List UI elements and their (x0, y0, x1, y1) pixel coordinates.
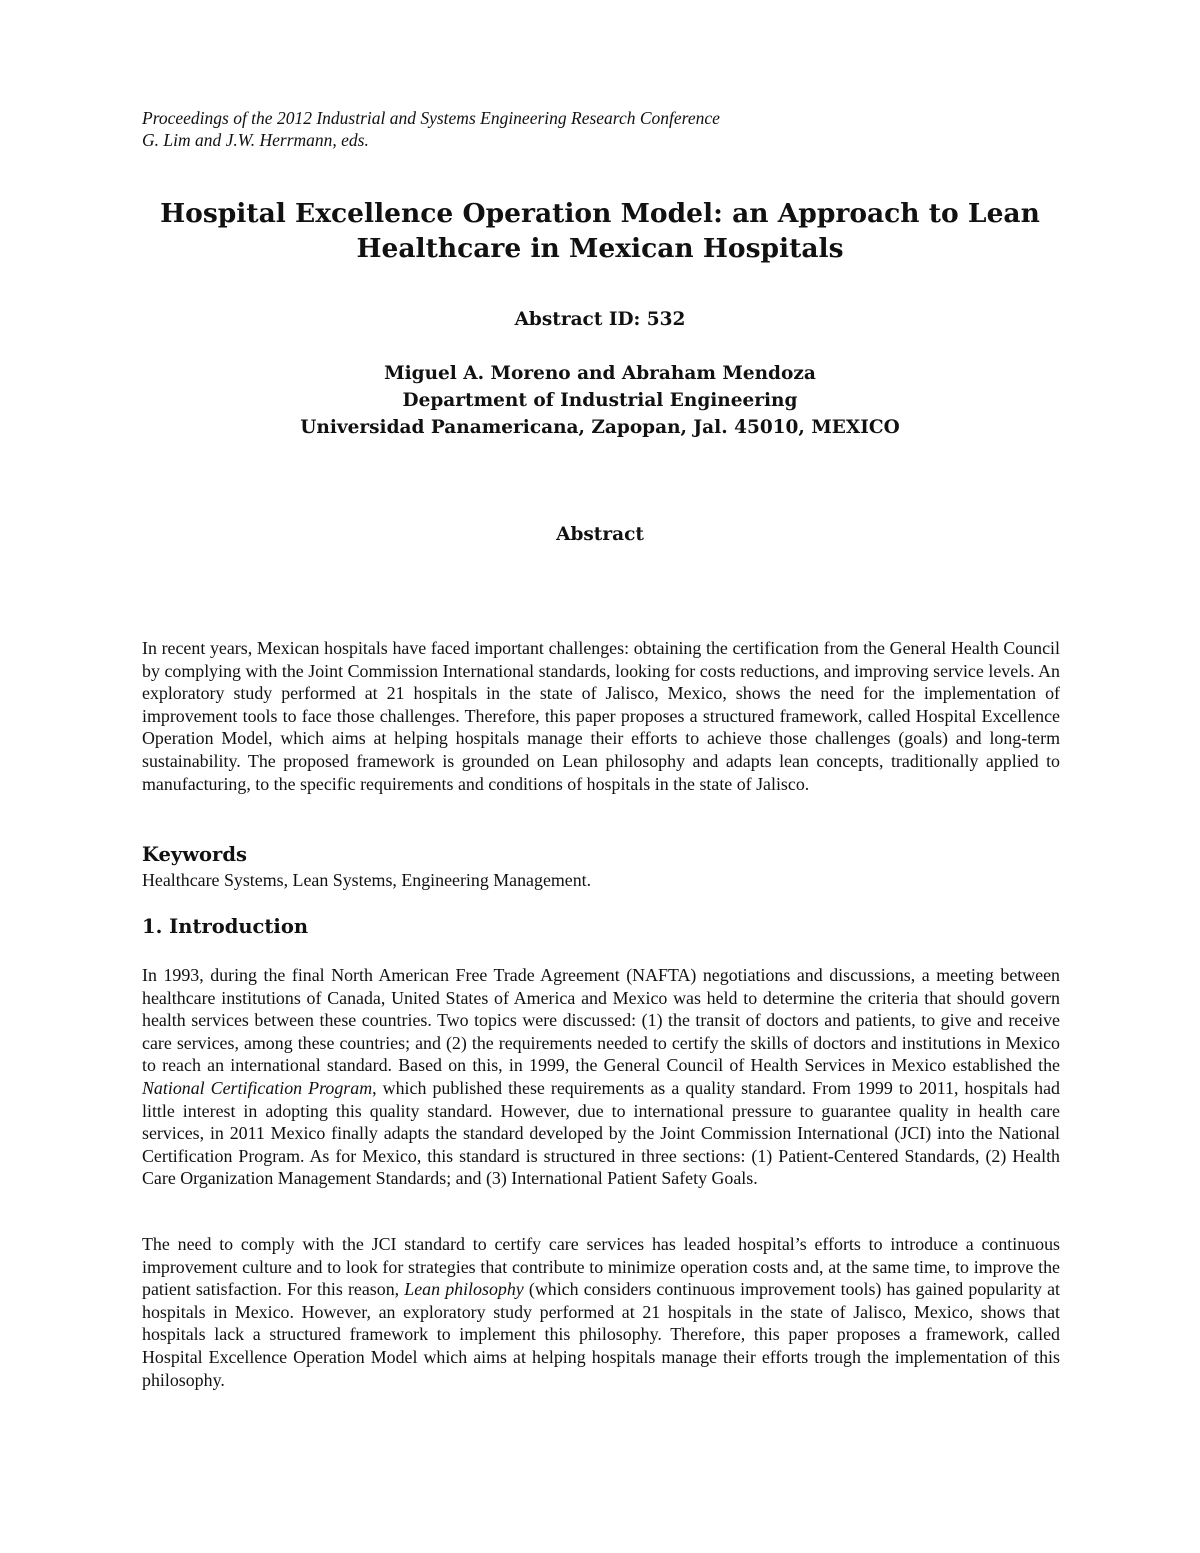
introduction-paragraph-1-text-a: In 1993, during the final North American Free Trade Agreement (NAFTA) negotiations and discussions, a meeting between healthcare institutions of Canada, United States of America and Mexico was held to determine the criteria that should govern health services between these countries. Two topics were discussed: (1) the transit of doctors and patients, to give and receive care services, among these countries; and (2) the requirements needed to certify the skills of doctors and institutions in Mexico to reach an international standard. Based on this, in 1999, the General Council of Health Services in Mexico established the (142, 965, 1060, 1076)
author-block (100, 360, 1100, 441)
author-institution: Universidad Panamericana, Zapopan, Jal. 45010, MEXICO (300, 417, 900, 438)
proceedings-header (142, 107, 1042, 151)
abstract-text: In recent years, Mexican hospitals have faced important challenges: obtaining the certification from the General Health Council by complying with the Joint Commission International standards, looking for costs reductions, and improving service levels. An exploratory study performed at 21 hospitals in the state of Jalisco, Mexico, shows the need for the implementation of improvement tools to face those challenges. Therefore, this paper proposes a structured framework, called Hospital Excellence Operation Model, which aims at helping hospitals manage their efforts to achieve those challenges (goals) and long-term sustainability. The proposed framework is grounded on Lean philosophy and adapts lean concepts, traditionally applied to manufacturing, to the specific requirements and conditions of hospitals in the state of Jalisco. (142, 638, 1060, 794)
editors-line: G. Lim and J.W. Herrmann, eds. (142, 130, 369, 150)
introduction-paragraph-2-text-b: (which considers continuous improvement tools) has gained popularity at hospitals in Mexico. However, an exploratory study performed at 21 hospitals in the state of Jalisco, Mexico, shows that hospitals lack a structured framework to implement this philosophy. Therefore, this paper proposes a framework, called Hospital Excellence Operation Model which aims at helping hospitals manage their efforts trough the implementation of this philosophy. (142, 1279, 1060, 1390)
author-department: Department of Industrial Engineering (402, 390, 798, 411)
introduction-paragraph-1-text-b: , which published these requirements as a quality standard. From 1999 to 2011, hospitals had little interest in adopting this quality standard. However, due to international pressure to guarantee quality in health care services, in 2011 Mexico finally adapts the standard developed by the Joint Commission International (JCI) into the National Certification Program. As for Mexico, this standard is structured in three sections: (1) Patient-Centered Standards, (2) Health Care Organization Management Standards; and (3) International Patient Safety Goals. (142, 1077, 1061, 1189)
abstract-id: Abstract ID: 532 (514, 309, 686, 330)
keywords-text: Healthcare Systems, Lean Systems, Engineering Management. (142, 870, 592, 890)
introduction-paragraph-2 (142, 1233, 1060, 1391)
abstract-heading: Abstract (556, 524, 644, 545)
keywords-heading: Keywords (142, 843, 247, 866)
title-line-1: Hospital Excellence Operation Model: an Approach to Lean (160, 198, 1040, 229)
paper-title (100, 196, 1100, 266)
introduction-heading: 1. Introduction (142, 915, 309, 938)
introduction-paragraph-1-italic: National Certification Program (142, 1077, 373, 1098)
author-names: Miguel A. Moreno and Abraham Mendoza (384, 363, 816, 384)
introduction-paragraph-1 (142, 964, 1060, 1190)
title-line-2: Healthcare in Mexican Hospitals (356, 233, 844, 264)
introduction-paragraph-2-text-a: The need to comply with the JCI standard to certify care services has leaded hospital’s efforts to introduce a continuous improvement culture and to look for strategies that contribute to minimize operation costs and, at the same time, to improve the patient satisfaction. For this reason, (142, 1234, 1060, 1300)
proceedings-line: Proceedings of the 2012 Industrial and Systems Engineering Research Conference (142, 108, 720, 128)
introduction-paragraph-2-italic: Lean philosophy (404, 1279, 524, 1300)
